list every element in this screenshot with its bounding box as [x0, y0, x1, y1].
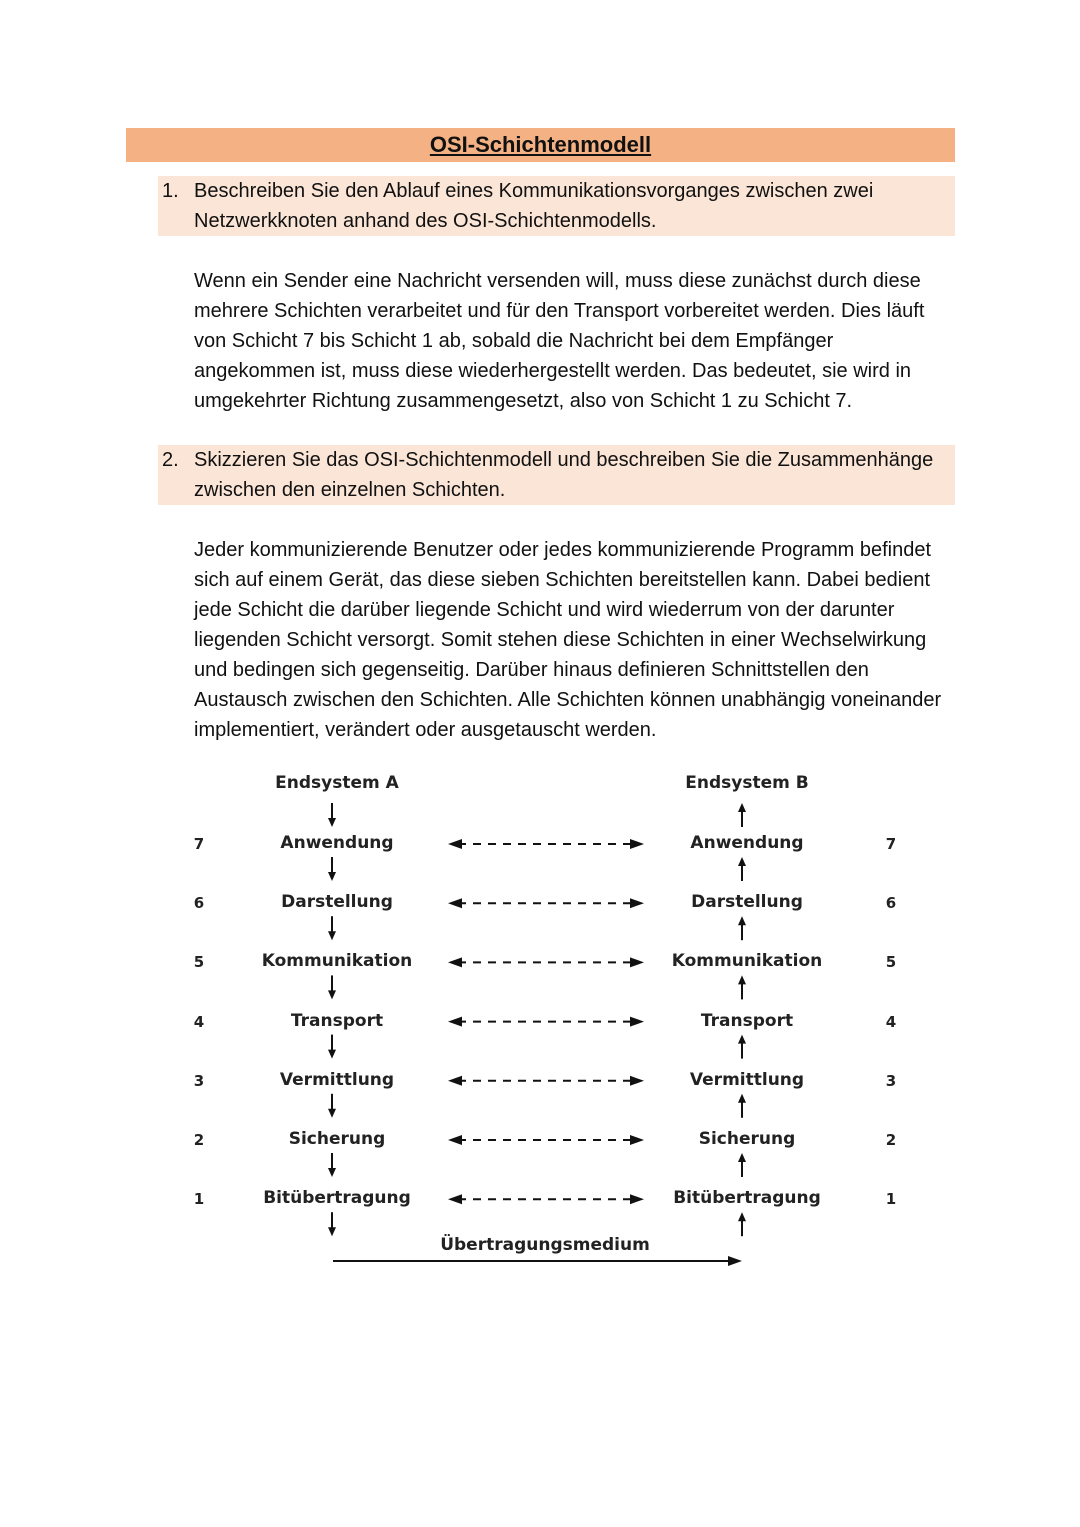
layer-number-left: 6 [193, 894, 205, 913]
endsystem-b-label: Endsystem B [685, 773, 809, 793]
osi-diagram [180, 765, 920, 1275]
peer-arrow-head-left [448, 898, 462, 908]
peer-arrow-head-left [448, 1017, 462, 1027]
layer-number-right: 3 [885, 1071, 897, 1090]
up-arrow-head [738, 975, 746, 984]
layer-label-b: Bitübertragung [673, 1188, 821, 1209]
title-bar [126, 128, 955, 162]
peer-arrow-head-left [448, 839, 462, 849]
peer-arrow-head-right [630, 1194, 644, 1204]
peer-arrow-head-left [448, 1135, 462, 1145]
layer-number-left: 7 [193, 835, 205, 853]
medium-arrow-head [728, 1256, 742, 1266]
down-arrow-head [328, 1050, 336, 1059]
up-arrow-head [738, 1153, 746, 1162]
layer-number-right: 2 [885, 1131, 897, 1149]
down-arrow-head [328, 818, 336, 827]
layer-label-b: Transport [700, 1010, 794, 1031]
layer-label-b: Vermittlung [689, 1069, 805, 1090]
layer-number-left: 5 [193, 953, 205, 972]
down-arrow-head [328, 1109, 336, 1118]
peer-arrow-head-left [448, 957, 462, 967]
question-number: 2. [162, 449, 179, 471]
layer-number-left: 1 [193, 1190, 205, 1209]
layer-number-left: 3 [193, 1071, 205, 1090]
question-1 [158, 176, 955, 236]
layer-label-a: Anwendung [280, 833, 394, 853]
down-arrow-head [328, 1227, 336, 1236]
answer-2: Jeder kommunizierende Benutzer oder jedes kommunizierende Programm befindet sich auf einem Gerät, das diese sieben Schichten bereitstellen kann. Dabei bedient jede Schicht die darüber liegende Schicht und wird wiederrum von der darunter liegenden Schicht versorgt. Somit stehen diese Schichten in einer Wechselwirkung und bedingen sich gegenseitig. Darüber hinaus definieren Schnittstellen den Austausch zwischen den Schichten. Alle Schichten können unabhängig voneinander implementiert, verändert oder ausgetauscht werden. [194, 539, 942, 741]
layer-label-b: Sicherung [698, 1129, 796, 1149]
layer-number-right: 5 [885, 953, 897, 972]
up-arrow-head [738, 916, 746, 925]
layer-label-a: Sicherung [288, 1129, 386, 1149]
endsystem-a-label: Endsystem A [275, 773, 399, 793]
page-title: OSI-Schichtenmodell [429, 132, 652, 157]
peer-arrow-head-left [448, 1194, 462, 1204]
layer-label-b: Kommunikation [671, 951, 823, 972]
layer-label-b: Darstellung [691, 892, 803, 913]
peer-arrow-head-right [630, 839, 644, 849]
layer-number-right: 6 [885, 894, 897, 913]
down-arrow-head [328, 872, 336, 881]
up-arrow-head [738, 1094, 746, 1103]
question-text: Beschreiben Sie den Ablauf eines Kommunikationsvorganges zwischen zwei Netzwerkknoten anhand des OSI-Schichtenmodells. [194, 180, 874, 232]
layer-label-a: Bitübertragung [263, 1188, 411, 1209]
peer-arrow-head-right [630, 1135, 644, 1145]
layer-label-a: Kommunikation [261, 951, 413, 972]
layer-number-right: 4 [885, 1012, 897, 1031]
peer-arrow-head-right [630, 898, 644, 908]
peer-arrow-head-right [630, 957, 644, 967]
up-arrow-head [738, 1035, 746, 1044]
down-arrow-head [328, 931, 336, 940]
question-text: Skizzieren Sie das OSI-Schichtenmodell und beschreiben Sie die Zusammenhänge zwischen den einzelnen Schichten. [194, 449, 934, 501]
layer-number-left: 2 [193, 1131, 205, 1149]
up-arrow-head [738, 857, 746, 866]
up-arrow-head [738, 1212, 746, 1221]
up-arrow-head [738, 803, 746, 812]
down-arrow-head [328, 1168, 336, 1177]
down-arrow-head [328, 990, 336, 999]
layer-number-right: 7 [885, 835, 897, 853]
layer-number-left: 4 [193, 1012, 205, 1031]
answer-1: Wenn ein Sender eine Nachricht versenden will, muss diese zunächst durch diese mehrere Schichten verarbeitet und für den Transport vorbereitet werden. Dies läuft von Schicht 7 bis Schicht 1 ab, sobald die Nachricht bei dem Empfänger angekommen ist, muss diese wiederhergestellt werden. Das bedeutet, sie wird in umgekehrter Richtung zusammengesetzt, also von Schicht 1 zu Schicht 7. [194, 270, 925, 412]
layer-label-b: Anwendung [690, 833, 804, 853]
layer-number-right: 1 [885, 1190, 897, 1209]
layer-label-a: Darstellung [281, 892, 393, 913]
question-number: 1. [162, 180, 179, 202]
peer-arrow-head-right [630, 1076, 644, 1086]
peer-arrow-head-right [630, 1017, 644, 1027]
medium-label: Übertragungsmedium [440, 1235, 650, 1255]
question-2 [158, 445, 955, 505]
layer-label-a: Vermittlung [279, 1069, 395, 1090]
peer-arrow-head-left [448, 1076, 462, 1086]
layer-label-a: Transport [290, 1010, 384, 1031]
